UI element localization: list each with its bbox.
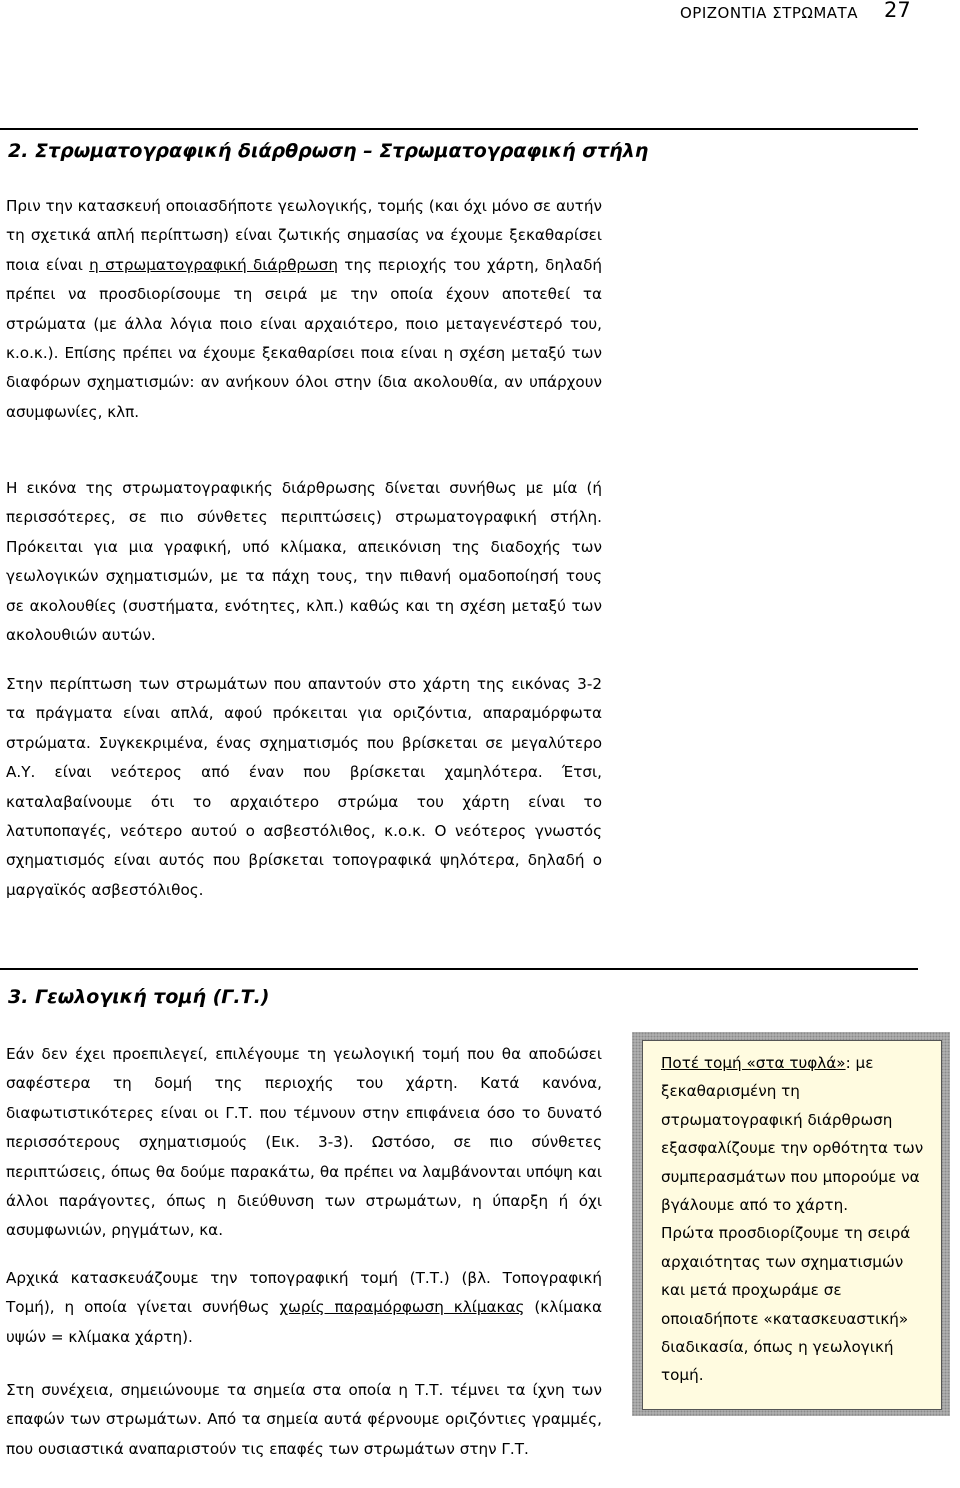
page-number: 27	[884, 0, 911, 22]
callout-box	[642, 1040, 942, 1410]
section-2-top-rule	[0, 128, 918, 130]
paragraph-text: (κλίμακα υψών = κλίμακα χάρτη).	[6, 1298, 602, 1346]
section-2-paragraph-1	[6, 192, 602, 427]
stratigraphy-term: η στρωματογραφική διάρθρωση	[89, 255, 338, 274]
callout-paragraph-1	[661, 1049, 931, 1219]
running-header	[0, 0, 960, 30]
chapter-title: ΟΡΙΖΟΝΤΙΑ ΣΤΡΩΜΑΤΑ	[680, 4, 858, 22]
section-3-top-rule	[0, 968, 918, 970]
section-3-paragraph-1: Εάν δεν έχει προεπιλεγεί, επιλέγουμε τη γεωλογική τομή που θα αποδώσει σαφέστερα τη δομή της περιοχής του χάρτη. Κατά κανόνα, διαφωτιστικότερες είναι οι Γ.Τ. που τέμνουν στην επιφάνεια όσο το δυνατό περισσότερους σχηματισμούς (Εικ. 3-3). Ωστόσο, σε πιο σύνθετες περιπτώσεις, όπως θα δούμε παρακάτω, θα πρέπει να λαμβάνονται υπόψη και άλλοι παράγοντες, όπως η διεύθυνση των στρωμάτων, η ύπαρξη ή όχι ασυμφωνιών, ρηγμάτων, κα.	[6, 1045, 602, 1240]
section-2-paragraph-3: Στην περίπτωση των στρωμάτων που απαντούν στο χάρτη της εικόνας 3-2 τα πράγματα είναι απλά, αφού πρόκειται για οριζόντια, απαραμόρφωτα στρώματα. Συγκεκριμένα, ένας σχηματισμός που βρίσκεται σε μεγαλύτερο Α.Υ. είναι νεότερος από έναν που βρίσκεται χαμηλότερα. Έτσι, καταλαβαίνουμε ότι το αρχαιότερο στρώμα του χάρτη είναι το λατυποπαγές, νεότερο αυτού ο ασβεστόλιθος, κ.ο.κ. Ο νεότερος γνωστός σχηματισμός είναι αυτός που βρίσκεται τοπογραφικά ψηλότερα, δηλαδή ο μαργαϊκός ασβεστόλιθος.	[6, 675, 602, 899]
callout-lead: Ποτέ τομή «στα τυφλά»	[661, 1054, 846, 1072]
paragraph-text: της περιοχής του χάρτη, δηλαδή πρέπει να προσδιορίσουμε τη σειρά με την οποία έχουν αποτεθεί τα στρώματα (με άλλα λόγια ποιο είναι αρχαιότερο, ποιο μεταγενέστερό του, κ.ο.κ.). Επίσης πρέπει να έχουμε ξεκαθαρίσει ποια είναι η σχέση μεταξύ των διαφόρων σχηματισμών: αν ανήκουν όλοι στην ίδια ακολουθία, αν υπάρχουν ασυμφωνίες, κλπ.	[6, 255, 602, 421]
section-2-paragraph-2: Η εικόνα της στρωματογραφικής διάρθρωσης δίνεται συνήθως με μία (ή περισσότερες, σε πιο σύνθετες περιπτώσεις) στρωματογραφική στήλη. Πρόκειται για μια γραφική, υπό κλίμακα, απεικόνιση της διαδοχής των γεωλογικών σχηματισμών, με τα πάχη τους, την πιθανή ομαδοποίησή τους σε ακολουθίες (συστήματα, ενότητες, κλπ.) καθώς και τη σχέση μεταξύ των ακολουθιών αυτών.	[6, 479, 602, 645]
section-2-heading: 2. Στρωματογραφική διάρθρωση – Στρωματογραφική στήλη	[8, 140, 649, 162]
no-distortion-term: χωρίς παραμόρφωση κλίμακας	[279, 1298, 525, 1317]
paragraph-text: Αρχικά κατασκευάζουμε την τοπογραφική τομή (Τ.Τ.) (βλ. Τοπογραφική Τομή), η οποία γίνεται συνήθως	[6, 1269, 602, 1317]
section-3-paragraph-2	[6, 1264, 602, 1352]
paragraph-text: Πριν την κατασκευή οποιασδήποτε γεωλογικής, τομής (και όχι μόνο σε αυτήν τη σχετικά απλή περίπτωση) είναι ζωτικής σημασίας να έχουμε ξεκαθαρίσει ποια είναι	[6, 197, 602, 274]
section-3-heading: 3. Γεωλογική τομή (Γ.Τ.)	[8, 986, 270, 1008]
section-3-paragraph-3: Στη συνέχεια, σημειώνουμε τα σημεία στα οποία η Τ.Τ. τέμνει τα ίχνη των επαφών των στρωμάτων. Από τα σημεία αυτά φέρνουμε οριζόντιες γραμμές, που ουσιαστικά αναπαριστούν τις επαφές των στρωμάτων στην Γ.Τ.	[6, 1381, 602, 1458]
callout-paragraph-2: Πρώτα προσδιορίζουμε τη σειρά αρχαιότητας των σχηματισμών και μετά προχωράμε σε οποιαδήποτε «κατασκευαστική» διαδικασία, όπως η γεωλογική τομή.	[661, 1224, 911, 1385]
callout-text: : με ξεκαθαρισμένη τη στρωματογραφική διάρθρωση εξασφαλίζουμε την ορθότητα των συμπερασμάτων που μπορούμε να βγάλουμε από το χάρτη.	[661, 1054, 924, 1215]
